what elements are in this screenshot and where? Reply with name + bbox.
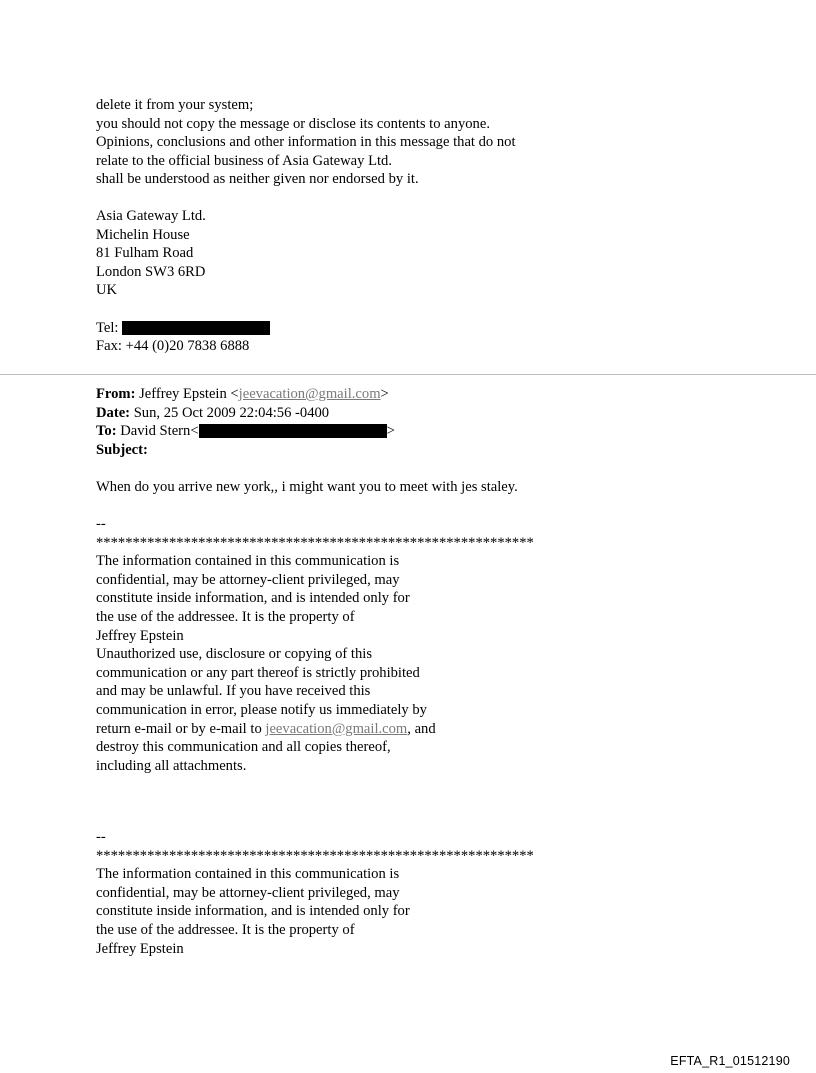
from-close: >	[380, 386, 389, 402]
top-disclaimer	[96, 96, 516, 189]
document-id: EFTA_R1_01512190	[670, 1054, 790, 1068]
to-value: David Stern<	[116, 423, 199, 440]
date-line	[96, 404, 518, 423]
address-line: Michelin House	[96, 226, 190, 243]
sig-line: constitute inside information, and is intended only for	[96, 590, 410, 607]
sig-line: Jeffrey Epstein	[96, 940, 184, 957]
sig-line: Unauthorized use, disclosure or copying of this	[96, 646, 373, 663]
sig-line: The information contained in this communication is	[96, 553, 400, 570]
sig-stars: ************************************************************	[96, 534, 534, 551]
disclaimer-line: shall be understood as neither given nor endorsed by it.	[96, 171, 419, 188]
sig-stars: ************************************************************	[96, 847, 534, 864]
from-label: From:	[96, 386, 136, 402]
to-close: >	[386, 423, 395, 440]
subject-line	[96, 441, 518, 460]
address-line: London SW3 6RD	[96, 263, 206, 280]
return-prefix: return e-mail or by e-mail to	[96, 720, 266, 737]
sig-line: the use of the addressee. It is the property of	[96, 608, 355, 625]
sig-dashes: --	[96, 829, 106, 845]
company-address	[96, 207, 270, 356]
disclaimer-line: relate to the official business of Asia Gateway Ltd.	[96, 152, 392, 169]
signature-disclaimer-2	[96, 828, 534, 958]
sig-line: communication or any part thereof is strictly prohibited	[96, 664, 420, 681]
sig-line: confidential, may be attorney-client privileged, may	[96, 571, 400, 588]
sig-line: destroy this communication and all copies thereof,	[96, 739, 391, 756]
disclaimer-line: delete it from your system;	[96, 97, 254, 113]
subject-label: Subject:	[96, 441, 148, 458]
date-value: Sun, 25 Oct 2009 22:04:56 -0400	[130, 404, 330, 421]
disclaimer-line: Opinions, conclusions and other information in this message that do not	[96, 134, 516, 151]
sig-line: communication in error, please notify us immediately by	[96, 701, 427, 718]
to-label: To:	[96, 423, 117, 440]
return-email-link[interactable]: jeevacation@gmail.com	[265, 720, 408, 737]
from-line	[96, 385, 518, 404]
address-line: 81 Fulham Road	[96, 245, 194, 262]
sig-line: and may be unlawful. If you have received this	[96, 683, 371, 700]
email-header	[96, 385, 518, 497]
tel-line	[96, 319, 270, 338]
redaction-box	[199, 424, 387, 438]
to-line	[96, 422, 518, 441]
sig-line: constitute inside information, and is intended only for	[96, 903, 410, 920]
fax-line: Fax: +44 (0)20 7838 6888	[96, 338, 250, 355]
sig-dashes: --	[96, 516, 106, 532]
message-divider	[0, 374, 816, 375]
sig-return-line	[96, 720, 534, 739]
from-email-link[interactable]: jeevacation@gmail.com	[238, 386, 381, 402]
return-suffix: , and	[407, 720, 436, 737]
redaction-box	[122, 321, 270, 335]
signature-disclaimer-1	[96, 515, 534, 775]
address-line: Asia Gateway Ltd.	[96, 208, 206, 224]
sig-line: The information contained in this communication is	[96, 866, 400, 883]
disclaimer-line: you should not copy the message or disclose its contents to anyone.	[96, 115, 490, 132]
sig-line: including all attachments.	[96, 757, 247, 774]
sig-line: confidential, may be attorney-client privileged, may	[96, 884, 400, 901]
from-name: Jeffrey Epstein <	[135, 386, 239, 402]
sig-line: the use of the addressee. It is the property of	[96, 921, 355, 938]
date-label: Date:	[96, 404, 131, 421]
sig-line: Jeffrey Epstein	[96, 627, 184, 644]
email-body: When do you arrive new york,, i might want you to meet with jes staley.	[96, 478, 518, 495]
tel-label: Tel:	[96, 319, 123, 336]
address-line: UK	[96, 282, 118, 299]
